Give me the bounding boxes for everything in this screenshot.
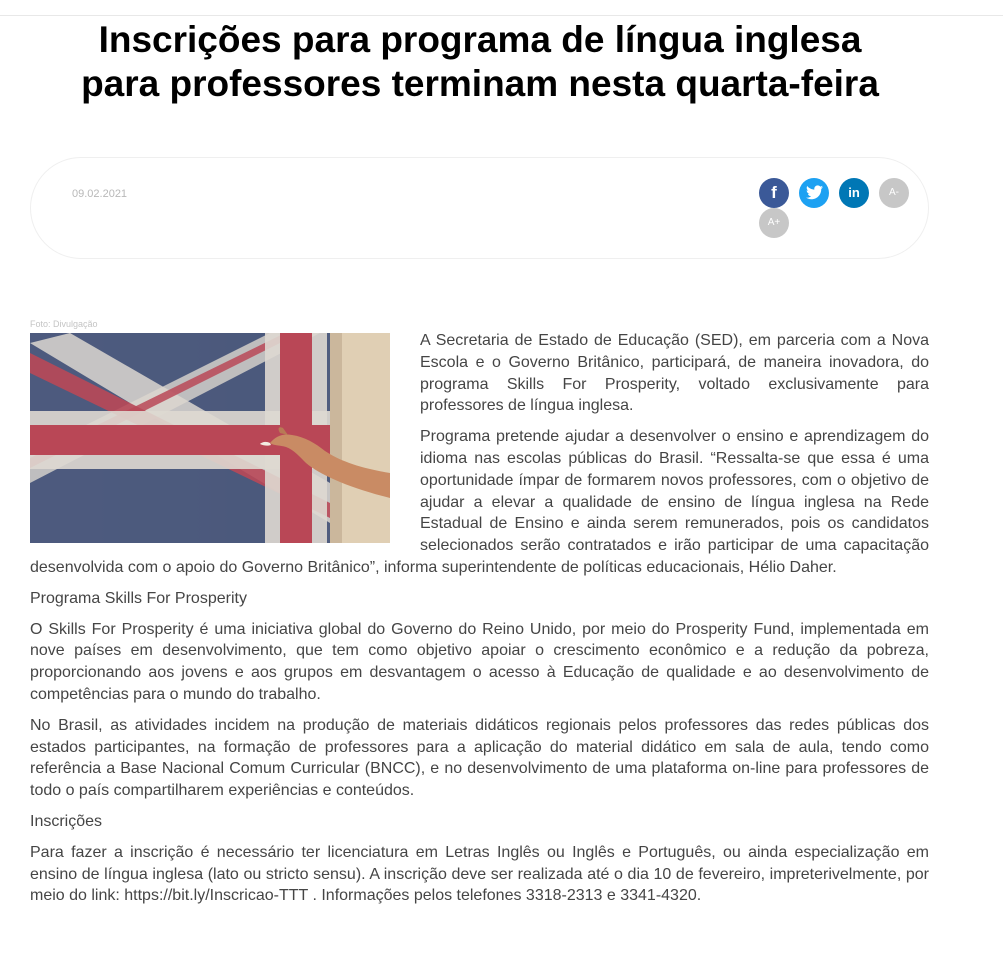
font-decrease-label: A- xyxy=(889,187,899,198)
facebook-icon: f xyxy=(771,183,777,202)
section-heading-skills: Programa Skills For Prosperity xyxy=(30,589,247,607)
article-paragraph: A Secretaria de Estado de Educação (SED), em parceria com a Nova Escola e o Governo Britânico, participará, de maneira inovadora, do programa Skills For Prosperity, voltado exclusivamente para professores de língua inglesa. xyxy=(420,332,929,415)
article-photo xyxy=(30,333,390,543)
twitter-share-button[interactable] xyxy=(799,178,829,208)
article-title-line-2: para professores terminam nesta quarta-feira xyxy=(81,63,879,104)
photo-credit: Foto: Divulgação xyxy=(30,319,98,329)
article-body xyxy=(30,330,929,916)
article-title-line-1: Inscrições para programa de língua inglesa xyxy=(98,19,862,60)
font-increase-label: A+ xyxy=(767,217,781,228)
linkedin-icon: in xyxy=(848,185,860,200)
article-paragraph: O Skills For Prosperity é uma iniciativa global do Governo do Reino Unido, por meio do Prosperity Fund, implementada em nove países em desenvolvimento, que tem como objetivo apoiar o crescimento econômico e a redução da pobreza, proporcionando aos jovens e aos grupos em desvantagem o acesso à Educação de qualidade e ao desenvolvimento de competências para o mundo do trabalho. xyxy=(30,620,929,703)
section-heading-inscricoes: Inscrições xyxy=(30,812,103,830)
font-increase-button[interactable] xyxy=(759,208,789,238)
font-decrease-button[interactable] xyxy=(879,178,909,208)
facebook-share-button[interactable] xyxy=(759,178,789,208)
article-title xyxy=(0,18,960,106)
top-divider xyxy=(0,15,1003,16)
publish-date: 09.02.2021 xyxy=(72,188,128,200)
linkedin-share-button[interactable] xyxy=(839,178,869,208)
article-meta-card xyxy=(30,157,929,259)
article-paragraph: Programa pretende ajudar a desenvolver o ensino e aprendizagem do idioma nas escolas públicas do Brasil. “Ressalta-se que essa é uma oportunidade ímpar de formarem novos professores, com o objetivo de ajudar a elevar a qualidade de ensino de língua inglesa na Rede Estadual de Ensino e ainda serem remunerados, pois os candidatos selecionados serão contratados e irão participar de uma capacitação desenvolvida com o apoio do Governo Britânico”, informa superintendente de políticas educacionais, Hélio Daher. xyxy=(30,428,929,576)
twitter-icon xyxy=(806,185,823,200)
article-paragraph: No Brasil, as atividades incidem na produção de materiais didáticos regionais pelos professores das redes públicas dos estados participantes, na formação de professores para a aplicação do material didático em sala de aula, tendo como referência a Base Nacional Comum Curricular (BNCC), e no desenvolvimento de uma plataforma on-line para professores de todo o país compartilharem experiências e conteúdos. xyxy=(30,716,929,800)
british-flag-chalk-photo-icon xyxy=(30,333,390,543)
article-paragraph: Para fazer a inscrição é necessário ter licenciatura em Letras Inglês ou Inglês e Português, ou ainda especialização em ensino de língua inglesa (lato ou stricto sensu). A inscrição deve ser realizada até o dia 10 de fevereiro, impreterivelmente, por meio do link: https://bit.ly/Inscricao-TTT . Informações pelos telefones 3318-2313 e 3341-4320. xyxy=(30,843,929,905)
